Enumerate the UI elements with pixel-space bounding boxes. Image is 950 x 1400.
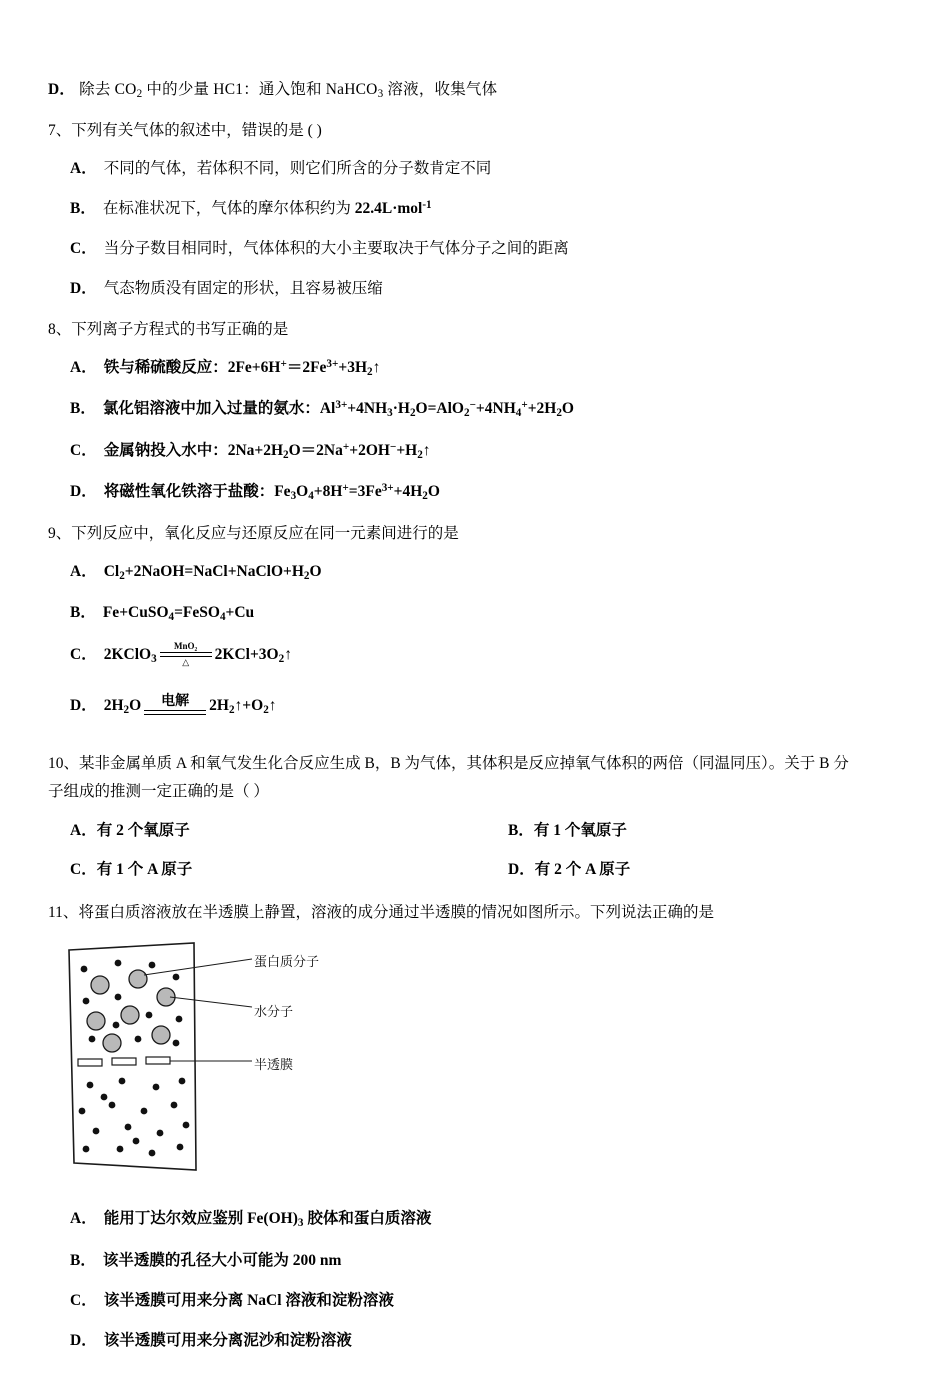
question-10-option-c: C．有 1 个 A 原子 — [70, 861, 193, 879]
question-8-option-b: B． 氯化铝溶液中加入过量的氨水：$Al^{3+}+4NH_3\cdot H_2O=AlO_2^-+4NH_4^++2H_2O$ — [70, 399, 574, 419]
question-10-option-b: B．有 1 个氧原子 — [508, 822, 627, 840]
question-10-options-row-1 — [48, 818, 898, 840]
question-11-stem: 11、将蛋白质溶液放在半透膜上静置，溶液的成分通过半透膜的情况如图所示。下列说法正确的是 — [48, 904, 714, 922]
question-8-option-d: D． 将磁性氧化铁溶于盐酸：$Fe_3O_4+8H^+=3Fe^{3+}+4H_2O$ — [70, 482, 440, 502]
question-6-option-d: D． 除去 $CO_2$ 中的少量 HC1：通入饱和 NaHCO$_3$ 溶液，收集气体 — [48, 81, 498, 100]
question-11-option-d: D． 该半透膜可用来分离泥沙和淀粉溶液 — [70, 1332, 352, 1350]
reaction-arrow-mno2: MnO₂ △ — [160, 642, 212, 667]
question-7-option-a: A． 不同的气体，若体积不同，则它们所含的分子数肯定不同 — [70, 159, 492, 177]
figure-label-protein: 蛋白质分子 — [254, 954, 320, 970]
question-7-option-c: C． 当分子数目相同时，气体体积的大小主要取决于气体分子之间的距离 — [70, 240, 569, 258]
question-7-stem: 7、下列有关气体的叙述中，错误的是 ( ) — [48, 121, 322, 139]
figure-label-water: 水分子 — [254, 1004, 294, 1020]
question-10-stem: 10、某非金属单质 A 和氧气发生化合反应生成 B，B 为气体，其体积是反应掉氧气体积的两倍（同温同压）。关于 B 分 子组成的推测一定正确的是（ ） — [48, 755, 849, 801]
question-9-option-d: D． $2H_2O$ 电解 $2H_2↑+O_2↑$ — [70, 693, 277, 716]
question-10-option-d: D．有 2 个 A 原子 — [508, 861, 631, 879]
question-8-option-c: C． 金属钠投入水中：$2Na+2H_2O=2Na^++2OH^-+H_2↑$ — [70, 440, 431, 461]
question-11-figure — [48, 935, 898, 1185]
semipermeable-membrane-diagram — [56, 935, 406, 1180]
question-7-option-b: B． 在标准状况下，气体的摩尔体积约为 22.4L·mol$^{-1}$ — [70, 198, 432, 217]
question-7-option-d: D． 气态物质没有固定的形状，且容易被压缩 — [70, 280, 383, 298]
question-11-option-c: C． 该半透膜可用来分离 NaCl 溶液和淀粉溶液 — [70, 1292, 394, 1310]
question-9-option-b: B． Fe+CuSO$_4$=FeSO$_4$+Cu — [70, 604, 255, 623]
question-9-option-a: A． $Cl_2+2NaOH=NaCl+NaClO+H_2O$ — [70, 562, 322, 582]
question-8-stem: 8、下列离子方程式的书写正确的是 — [48, 320, 289, 338]
question-8-option-a: A． 铁与稀硫酸反应：$2Fe+6H^+=2Fe^{3+}+3H_2↑$ — [70, 357, 381, 378]
question-11-option-b: B． 该半透膜的孔径大小可能为 200 nm — [70, 1251, 342, 1269]
figure-label-membrane: 半透膜 — [254, 1057, 294, 1073]
question-11-option-a: A． 能用丁达尔效应鉴别 $Fe(OH)_3$ 胶体和蛋白质溶液 — [70, 1210, 432, 1230]
question-9-option-c: C． 2KClO$_3$ MnO₂ △ $2KCl+3O_2↑$ — [70, 640, 292, 667]
question-10-options-row-2 — [48, 857, 898, 879]
reaction-arrow-electrolysis: 电解 — [144, 695, 206, 716]
question-10-option-a: A．有 2 个氧原子 — [70, 822, 190, 840]
question-9-stem: 9、下列反应中，氧化反应与还原反应在同一元素间进行的是 — [48, 524, 459, 542]
